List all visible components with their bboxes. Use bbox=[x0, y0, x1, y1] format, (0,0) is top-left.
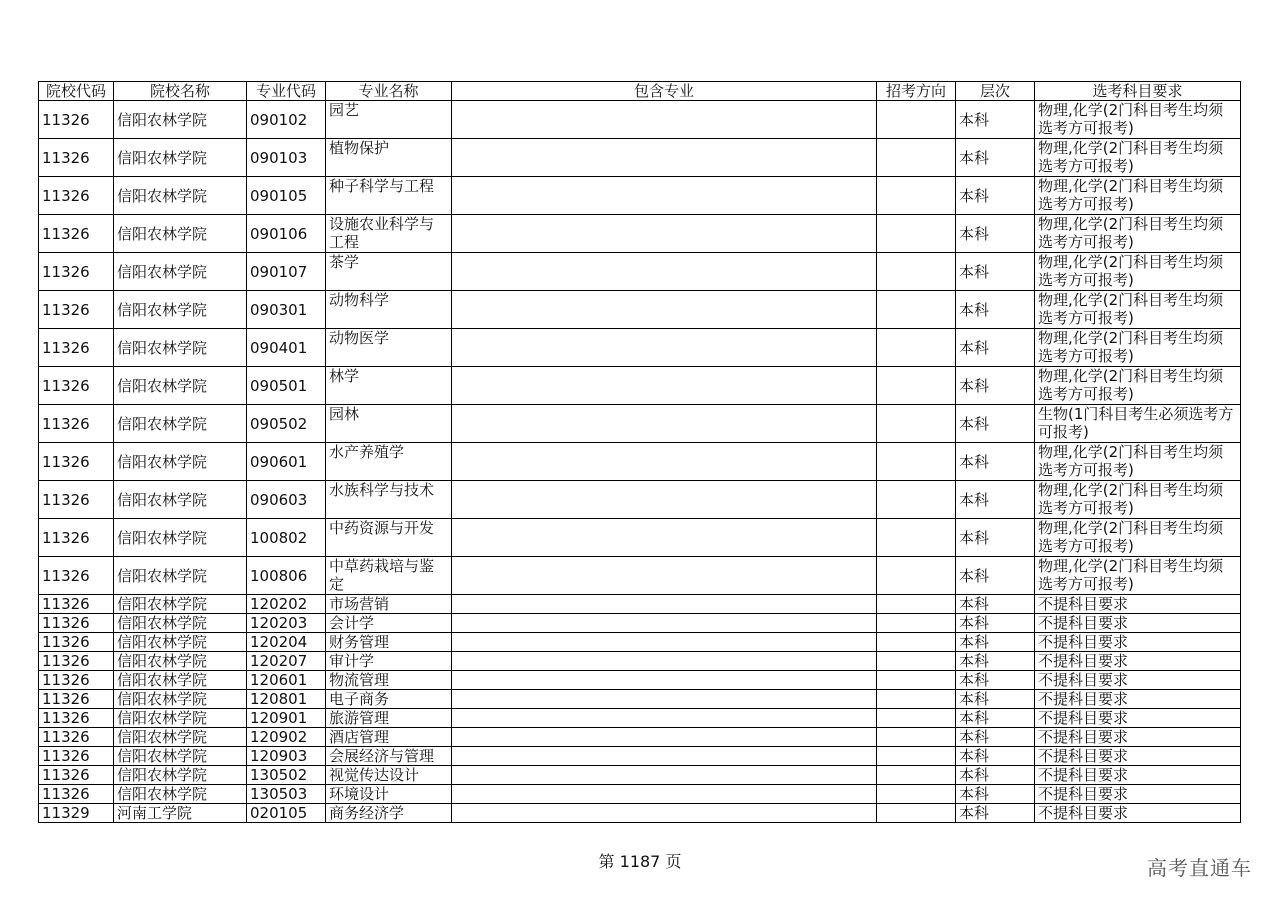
included-majors-cell bbox=[452, 785, 877, 804]
school-code-cell: 11326 bbox=[39, 405, 114, 443]
subject-requirement-cell: 物理,化学(2门科目考生均须选考方可报考) bbox=[1035, 519, 1241, 557]
level-cell: 本科 bbox=[956, 652, 1035, 671]
subject-requirement-cell: 不提科目要求 bbox=[1035, 747, 1241, 766]
included-majors-cell bbox=[452, 481, 877, 519]
subject-requirement-cell: 不提科目要求 bbox=[1035, 671, 1241, 690]
school-name-cell: 信阳农林学院 bbox=[114, 709, 247, 728]
table-row bbox=[39, 139, 1241, 177]
school-code-cell: 11326 bbox=[39, 215, 114, 253]
major-name-cell: 酒店管理 bbox=[326, 728, 452, 747]
included-majors-cell bbox=[452, 177, 877, 215]
direction-cell bbox=[877, 747, 956, 766]
school-name-cell: 信阳农林学院 bbox=[114, 367, 247, 405]
school-name-cell: 信阳农林学院 bbox=[114, 728, 247, 747]
level-cell: 本科 bbox=[956, 329, 1035, 367]
subject-requirement-cell: 物理,化学(2门科目考生均须选考方可报考) bbox=[1035, 443, 1241, 481]
direction-cell bbox=[877, 253, 956, 291]
major-name-cell: 旅游管理 bbox=[326, 709, 452, 728]
level-cell: 本科 bbox=[956, 671, 1035, 690]
school-code-cell: 11326 bbox=[39, 519, 114, 557]
subject-requirement-cell: 物理,化学(2门科目考生均须选考方可报考) bbox=[1035, 291, 1241, 329]
school-name-cell: 信阳农林学院 bbox=[114, 766, 247, 785]
direction-cell bbox=[877, 633, 956, 652]
direction-cell bbox=[877, 671, 956, 690]
direction-cell bbox=[877, 557, 956, 595]
major-name-cell: 环境设计 bbox=[326, 785, 452, 804]
included-majors-cell bbox=[452, 804, 877, 823]
major-name-cell: 审计学 bbox=[326, 652, 452, 671]
direction-cell bbox=[877, 766, 956, 785]
major-name-cell: 会计学 bbox=[326, 614, 452, 633]
direction-cell bbox=[877, 405, 956, 443]
major-name-cell: 园林 bbox=[326, 405, 452, 443]
major-name-cell: 物流管理 bbox=[326, 671, 452, 690]
major-name-cell: 电子商务 bbox=[326, 690, 452, 709]
major-code-cell: 120207 bbox=[247, 652, 326, 671]
included-majors-cell bbox=[452, 101, 877, 139]
table-row bbox=[39, 443, 1241, 481]
direction-cell bbox=[877, 481, 956, 519]
table-row bbox=[39, 177, 1241, 215]
table-row bbox=[39, 614, 1241, 633]
direction-cell bbox=[877, 614, 956, 633]
table-row bbox=[39, 709, 1241, 728]
included-majors-cell bbox=[452, 614, 877, 633]
school-name-cell: 信阳农林学院 bbox=[114, 747, 247, 766]
included-majors-cell bbox=[452, 215, 877, 253]
included-majors-cell bbox=[452, 519, 877, 557]
direction-cell bbox=[877, 329, 956, 367]
direction-cell bbox=[877, 652, 956, 671]
subject-requirement-cell: 物理,化学(2门科目考生均须选考方可报考) bbox=[1035, 367, 1241, 405]
major-name-cell: 中药资源与开发 bbox=[326, 519, 452, 557]
school-code-cell: 11326 bbox=[39, 785, 114, 804]
school-name-cell: 信阳农林学院 bbox=[114, 519, 247, 557]
major-code-cell: 090106 bbox=[247, 215, 326, 253]
direction-cell bbox=[877, 367, 956, 405]
level-cell: 本科 bbox=[956, 215, 1035, 253]
subject-requirement-cell: 不提科目要求 bbox=[1035, 690, 1241, 709]
major-code-cell: 120903 bbox=[247, 747, 326, 766]
level-cell: 本科 bbox=[956, 804, 1035, 823]
header-included-majors: 包含专业 bbox=[452, 82, 877, 101]
direction-cell bbox=[877, 804, 956, 823]
table-row bbox=[39, 215, 1241, 253]
included-majors-cell bbox=[452, 671, 877, 690]
table-row bbox=[39, 405, 1241, 443]
school-name-cell: 信阳农林学院 bbox=[114, 671, 247, 690]
major-code-cell: 120601 bbox=[247, 671, 326, 690]
level-cell: 本科 bbox=[956, 633, 1035, 652]
table-row bbox=[39, 481, 1241, 519]
school-name-cell: 信阳农林学院 bbox=[114, 595, 247, 614]
included-majors-cell bbox=[452, 633, 877, 652]
major-code-cell: 100806 bbox=[247, 557, 326, 595]
table-row bbox=[39, 253, 1241, 291]
direction-cell bbox=[877, 785, 956, 804]
school-name-cell: 信阳农林学院 bbox=[114, 690, 247, 709]
level-cell: 本科 bbox=[956, 614, 1035, 633]
school-code-cell: 11326 bbox=[39, 671, 114, 690]
included-majors-cell bbox=[452, 443, 877, 481]
included-majors-cell bbox=[452, 291, 877, 329]
table-row bbox=[39, 101, 1241, 139]
level-cell: 本科 bbox=[956, 253, 1035, 291]
included-majors-cell bbox=[452, 766, 877, 785]
major-code-cell: 020105 bbox=[247, 804, 326, 823]
direction-cell bbox=[877, 443, 956, 481]
school-name-cell: 信阳农林学院 bbox=[114, 557, 247, 595]
major-name-cell: 动物科学 bbox=[326, 291, 452, 329]
table-row bbox=[39, 367, 1241, 405]
table-row bbox=[39, 766, 1241, 785]
level-cell: 本科 bbox=[956, 177, 1035, 215]
subject-requirement-cell: 不提科目要求 bbox=[1035, 633, 1241, 652]
school-code-cell: 11326 bbox=[39, 728, 114, 747]
subject-requirement-cell: 物理,化学(2门科目考生均须选考方可报考) bbox=[1035, 329, 1241, 367]
direction-cell bbox=[877, 215, 956, 253]
level-cell: 本科 bbox=[956, 291, 1035, 329]
major-name-cell: 园艺 bbox=[326, 101, 452, 139]
school-code-cell: 11329 bbox=[39, 804, 114, 823]
table-row bbox=[39, 728, 1241, 747]
direction-cell bbox=[877, 139, 956, 177]
major-name-cell: 动物医学 bbox=[326, 329, 452, 367]
school-code-cell: 11326 bbox=[39, 747, 114, 766]
major-name-cell: 财务管理 bbox=[326, 633, 452, 652]
direction-cell bbox=[877, 101, 956, 139]
level-cell: 本科 bbox=[956, 690, 1035, 709]
subject-requirement-cell: 不提科目要求 bbox=[1035, 614, 1241, 633]
major-name-cell: 种子科学与工程 bbox=[326, 177, 452, 215]
school-code-cell: 11326 bbox=[39, 253, 114, 291]
watermark: 高考直通车 bbox=[1147, 856, 1252, 880]
major-code-cell: 120801 bbox=[247, 690, 326, 709]
school-name-cell: 信阳农林学院 bbox=[114, 614, 247, 633]
school-code-cell: 11326 bbox=[39, 766, 114, 785]
subject-requirement-cell: 物理,化学(2门科目考生均须选考方可报考) bbox=[1035, 139, 1241, 177]
school-code-cell: 11326 bbox=[39, 329, 114, 367]
subject-requirement-cell: 物理,化学(2门科目考生均须选考方可报考) bbox=[1035, 177, 1241, 215]
subject-requirement-cell: 不提科目要求 bbox=[1035, 709, 1241, 728]
level-cell: 本科 bbox=[956, 405, 1035, 443]
major-code-cell: 090103 bbox=[247, 139, 326, 177]
major-name-cell: 设施农业科学与工程 bbox=[326, 215, 452, 253]
major-code-cell: 090502 bbox=[247, 405, 326, 443]
table-row bbox=[39, 291, 1241, 329]
table-row bbox=[39, 557, 1241, 595]
subject-requirement-cell: 不提科目要求 bbox=[1035, 652, 1241, 671]
school-code-cell: 11326 bbox=[39, 557, 114, 595]
direction-cell bbox=[877, 177, 956, 215]
major-code-cell: 090401 bbox=[247, 329, 326, 367]
school-name-cell: 信阳农林学院 bbox=[114, 405, 247, 443]
included-majors-cell bbox=[452, 690, 877, 709]
major-code-cell: 090105 bbox=[247, 177, 326, 215]
school-code-cell: 11326 bbox=[39, 139, 114, 177]
table-row bbox=[39, 633, 1241, 652]
school-code-cell: 11326 bbox=[39, 291, 114, 329]
table-body bbox=[39, 101, 1241, 823]
major-name-cell: 水族科学与技术 bbox=[326, 481, 452, 519]
major-name-cell: 市场营销 bbox=[326, 595, 452, 614]
level-cell: 本科 bbox=[956, 747, 1035, 766]
level-cell: 本科 bbox=[956, 519, 1035, 557]
subject-requirement-cell: 物理,化学(2门科目考生均须选考方可报考) bbox=[1035, 557, 1241, 595]
major-name-cell: 林学 bbox=[326, 367, 452, 405]
major-code-cell: 090102 bbox=[247, 101, 326, 139]
included-majors-cell bbox=[452, 709, 877, 728]
school-name-cell: 信阳农林学院 bbox=[114, 443, 247, 481]
subject-requirement-cell: 物理,化学(2门科目考生均须选考方可报考) bbox=[1035, 101, 1241, 139]
subject-requirement-cell: 不提科目要求 bbox=[1035, 595, 1241, 614]
major-code-cell: 090301 bbox=[247, 291, 326, 329]
school-name-cell: 信阳农林学院 bbox=[114, 177, 247, 215]
major-code-cell: 120204 bbox=[247, 633, 326, 652]
school-code-cell: 11326 bbox=[39, 481, 114, 519]
school-name-cell: 信阳农林学院 bbox=[114, 139, 247, 177]
school-name-cell: 河南工学院 bbox=[114, 804, 247, 823]
table-row bbox=[39, 785, 1241, 804]
school-name-cell: 信阳农林学院 bbox=[114, 785, 247, 804]
level-cell: 本科 bbox=[956, 595, 1035, 614]
header-subject-requirement: 选考科目要求 bbox=[1035, 82, 1241, 101]
school-code-cell: 11326 bbox=[39, 709, 114, 728]
major-code-cell: 120901 bbox=[247, 709, 326, 728]
header-school-code: 院校代码 bbox=[39, 82, 114, 101]
major-code-cell: 090603 bbox=[247, 481, 326, 519]
school-code-cell: 11326 bbox=[39, 614, 114, 633]
level-cell: 本科 bbox=[956, 766, 1035, 785]
major-name-cell: 会展经济与管理 bbox=[326, 747, 452, 766]
direction-cell bbox=[877, 595, 956, 614]
included-majors-cell bbox=[452, 595, 877, 614]
school-name-cell: 信阳农林学院 bbox=[114, 481, 247, 519]
major-name-cell: 商务经济学 bbox=[326, 804, 452, 823]
header-major-name: 专业名称 bbox=[326, 82, 452, 101]
school-code-cell: 11326 bbox=[39, 101, 114, 139]
level-cell: 本科 bbox=[956, 139, 1035, 177]
school-code-cell: 11326 bbox=[39, 367, 114, 405]
major-code-cell: 120902 bbox=[247, 728, 326, 747]
header-major-code: 专业代码 bbox=[247, 82, 326, 101]
major-name-cell: 中草药栽培与鉴定 bbox=[326, 557, 452, 595]
school-name-cell: 信阳农林学院 bbox=[114, 215, 247, 253]
subject-requirement-cell: 物理,化学(2门科目考生均须选考方可报考) bbox=[1035, 253, 1241, 291]
level-cell: 本科 bbox=[956, 785, 1035, 804]
header-level: 层次 bbox=[956, 82, 1035, 101]
school-code-cell: 11326 bbox=[39, 652, 114, 671]
major-name-cell: 视觉传达设计 bbox=[326, 766, 452, 785]
header-school-name: 院校名称 bbox=[114, 82, 247, 101]
admission-requirements-table bbox=[38, 81, 1241, 823]
table-row bbox=[39, 652, 1241, 671]
table-row bbox=[39, 690, 1241, 709]
subject-requirement-cell: 不提科目要求 bbox=[1035, 728, 1241, 747]
school-name-cell: 信阳农林学院 bbox=[114, 633, 247, 652]
included-majors-cell bbox=[452, 253, 877, 291]
school-name-cell: 信阳农林学院 bbox=[114, 253, 247, 291]
direction-cell bbox=[877, 291, 956, 329]
major-code-cell: 120202 bbox=[247, 595, 326, 614]
direction-cell bbox=[877, 690, 956, 709]
major-code-cell: 120203 bbox=[247, 614, 326, 633]
subject-requirement-cell: 不提科目要求 bbox=[1035, 785, 1241, 804]
major-name-cell: 茶学 bbox=[326, 253, 452, 291]
direction-cell bbox=[877, 519, 956, 557]
table-row bbox=[39, 519, 1241, 557]
major-name-cell: 水产养殖学 bbox=[326, 443, 452, 481]
included-majors-cell bbox=[452, 728, 877, 747]
level-cell: 本科 bbox=[956, 367, 1035, 405]
included-majors-cell bbox=[452, 329, 877, 367]
included-majors-cell bbox=[452, 139, 877, 177]
school-code-cell: 11326 bbox=[39, 443, 114, 481]
subject-requirement-cell: 物理,化学(2门科目考生均须选考方可报考) bbox=[1035, 481, 1241, 519]
level-cell: 本科 bbox=[956, 557, 1035, 595]
school-code-cell: 11326 bbox=[39, 595, 114, 614]
school-name-cell: 信阳农林学院 bbox=[114, 101, 247, 139]
major-code-cell: 090107 bbox=[247, 253, 326, 291]
included-majors-cell bbox=[452, 557, 877, 595]
table-row bbox=[39, 747, 1241, 766]
level-cell: 本科 bbox=[956, 709, 1035, 728]
included-majors-cell bbox=[452, 652, 877, 671]
header-direction: 招考方向 bbox=[877, 82, 956, 101]
level-cell: 本科 bbox=[956, 101, 1035, 139]
table-header-row bbox=[39, 82, 1241, 101]
school-code-cell: 11326 bbox=[39, 177, 114, 215]
table-row bbox=[39, 595, 1241, 614]
major-name-cell: 植物保护 bbox=[326, 139, 452, 177]
table-row bbox=[39, 804, 1241, 823]
subject-requirement-cell: 生物(1门科目考生必须选考方可报考) bbox=[1035, 405, 1241, 443]
school-name-cell: 信阳农林学院 bbox=[114, 291, 247, 329]
direction-cell bbox=[877, 709, 956, 728]
included-majors-cell bbox=[452, 747, 877, 766]
major-code-cell: 090501 bbox=[247, 367, 326, 405]
school-name-cell: 信阳农林学院 bbox=[114, 652, 247, 671]
major-code-cell: 130502 bbox=[247, 766, 326, 785]
level-cell: 本科 bbox=[956, 481, 1035, 519]
major-code-cell: 090601 bbox=[247, 443, 326, 481]
table-row bbox=[39, 671, 1241, 690]
level-cell: 本科 bbox=[956, 443, 1035, 481]
included-majors-cell bbox=[452, 405, 877, 443]
level-cell: 本科 bbox=[956, 728, 1035, 747]
table-row bbox=[39, 329, 1241, 367]
major-code-cell: 130503 bbox=[247, 785, 326, 804]
page-number: 第 1187 页 bbox=[598, 852, 682, 871]
included-majors-cell bbox=[452, 367, 877, 405]
subject-requirement-cell: 不提科目要求 bbox=[1035, 766, 1241, 785]
major-code-cell: 100802 bbox=[247, 519, 326, 557]
school-code-cell: 11326 bbox=[39, 633, 114, 652]
school-name-cell: 信阳农林学院 bbox=[114, 329, 247, 367]
subject-requirement-cell: 物理,化学(2门科目考生均须选考方可报考) bbox=[1035, 215, 1241, 253]
school-code-cell: 11326 bbox=[39, 690, 114, 709]
subject-requirement-cell: 不提科目要求 bbox=[1035, 804, 1241, 823]
direction-cell bbox=[877, 728, 956, 747]
